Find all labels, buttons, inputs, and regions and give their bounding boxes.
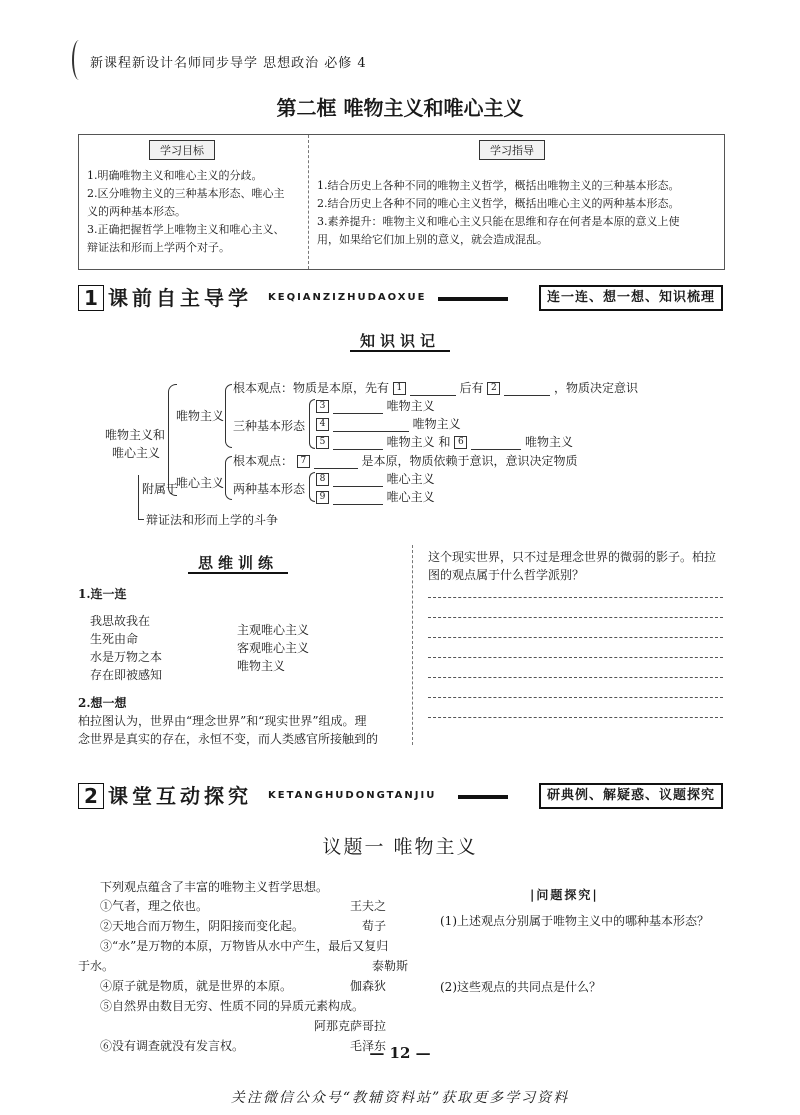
idealism-node: 唯心主义 bbox=[176, 476, 225, 490]
match-left-item[interactable]: 我思故我在 bbox=[90, 614, 151, 628]
answer-line[interactable] bbox=[428, 657, 723, 658]
explore-question-1: (1)上述观点分别属于唯物主义中的哪种基本形态？ bbox=[440, 914, 709, 928]
goal-item: 义的两种基本形态。 bbox=[87, 205, 186, 218]
materialism-node: 唯物主义 bbox=[176, 409, 225, 423]
answer-line[interactable] bbox=[428, 677, 723, 678]
diagram-root-2: 唯心主义 bbox=[112, 446, 161, 460]
training-heading bbox=[78, 552, 398, 573]
blank-4[interactable] bbox=[333, 431, 409, 432]
blank-5[interactable] bbox=[333, 449, 383, 450]
blank-number: 1 bbox=[393, 382, 406, 395]
explore-heading-text: 问题探究 bbox=[536, 888, 593, 902]
match-left-list bbox=[90, 612, 162, 684]
mat-form-3 bbox=[316, 433, 573, 450]
match-left-item[interactable]: 存在即被感知 bbox=[90, 668, 163, 682]
idealist-view-text: 是本原，物质依赖于意识，意识决定物质 bbox=[361, 454, 578, 468]
guide-item: 2.结合历史上各种不同的唯心主义哲学，概括出唯心主义的两种基本形态。 bbox=[317, 197, 680, 210]
q2-text bbox=[78, 712, 378, 748]
q2-text-line: 念世界是真实的存在，永恒不变，而人类感官所接触到的 bbox=[78, 732, 379, 746]
decides-text: ，物质决定意识 bbox=[554, 381, 639, 395]
quote-text: ④原子就是物质，就是世界的本原。 bbox=[100, 979, 293, 993]
section-1-subtitle: 连一连、想一想、知识梳理 bbox=[539, 285, 723, 311]
section-2-title: 课堂互动探究 bbox=[108, 784, 252, 808]
section-2-bar bbox=[78, 783, 723, 809]
q2-label: 2.想一想 bbox=[78, 696, 127, 710]
quote-text: ③“水”是万物的本原，万物皆从水中产生，最后又复归 bbox=[100, 939, 389, 953]
match-right-item[interactable]: 唯物主义 bbox=[237, 659, 286, 673]
knowledge-heading-text: 知识识记 bbox=[350, 332, 450, 352]
blank-7[interactable] bbox=[314, 468, 358, 469]
answer-line[interactable] bbox=[428, 637, 723, 638]
quote-item bbox=[100, 1016, 400, 1036]
quote-text: ②天地合而万物生，阴阳接而变化起。 bbox=[100, 919, 305, 933]
guide-item: 3.素养提升：唯物主义和唯心主义只能在思维和存在何者是本原的意义上使 bbox=[317, 215, 680, 228]
match-left-item[interactable]: 生死由命 bbox=[90, 632, 139, 646]
three-forms-bracket bbox=[309, 399, 315, 449]
quote-item bbox=[100, 976, 400, 996]
blank-number: 8 bbox=[316, 473, 329, 486]
attached-hook bbox=[138, 519, 144, 520]
quote-text: ⑥没有调查就没有发言权。 bbox=[100, 1039, 245, 1053]
mat-form-2 bbox=[316, 415, 461, 432]
q2-text-line: 柏拉图认为，世界由“理念世界”和“现实世界”组成。理 bbox=[78, 714, 367, 728]
q2-text-line: 这个现实世界，只不过是理念世界的微弱的影子。柏拉 bbox=[428, 550, 717, 564]
blank-number: 2 bbox=[487, 382, 500, 395]
basic-view-text: 根本观点： bbox=[233, 454, 294, 468]
blank-1[interactable] bbox=[410, 395, 456, 396]
q2-text-line: 图的观点属于什么哲学派别？ bbox=[428, 568, 585, 582]
materialism-bracket bbox=[225, 384, 232, 448]
quote-item bbox=[78, 956, 408, 976]
blank-3[interactable] bbox=[333, 413, 383, 414]
basic-view-text: 根本观点：物质是本原，先有 bbox=[233, 381, 390, 395]
quote-text: 于水。 bbox=[78, 959, 115, 973]
topic-title: 议题一 唯物主义 bbox=[322, 836, 478, 858]
training-heading-text: 思维训练 bbox=[188, 554, 288, 574]
quote-author: 阿那克萨哥拉 bbox=[313, 1019, 386, 1033]
mat-form-1 bbox=[316, 397, 435, 414]
match-left-item[interactable]: 水是万物之本 bbox=[90, 650, 163, 664]
running-header: 新课程新设计名师同步导学 思想政治 必修 4 bbox=[90, 56, 367, 71]
match-right-item[interactable]: 主观唯心主义 bbox=[237, 623, 310, 637]
section-2-rule bbox=[458, 795, 508, 799]
two-forms-label: 两种基本形态 bbox=[233, 482, 306, 496]
guide-item: 1.结合历史上各种不同的唯物主义哲学，概括出唯物主义的三种基本形态。 bbox=[317, 179, 680, 192]
blank-2[interactable] bbox=[504, 395, 550, 396]
column-divider bbox=[412, 545, 413, 745]
form-suffix: 唯物主义 bbox=[525, 435, 574, 449]
blank-number: 9 bbox=[316, 491, 329, 504]
answer-line[interactable] bbox=[428, 697, 723, 698]
explore-question-2: (2)这些观点的共同点是什么？ bbox=[440, 980, 601, 994]
page-title: 第二框 唯物主义和唯心主义 bbox=[276, 96, 524, 120]
section-1-pinyin: KEQIANZIZHUDAOXUE bbox=[268, 292, 427, 303]
form-suffix: 唯心主义 bbox=[386, 490, 435, 504]
section-1-title: 课前自主导学 bbox=[108, 286, 252, 310]
after-text: 后有 bbox=[459, 381, 484, 395]
quote-item bbox=[100, 916, 400, 936]
goal-item: 2.区分唯物主义的三种基本形态、唯心主 bbox=[87, 187, 285, 200]
quote-author: 王夫之 bbox=[349, 899, 386, 913]
goal-item: 辩证法和形而上学两个对子。 bbox=[87, 241, 230, 254]
answer-line[interactable] bbox=[428, 597, 723, 598]
goal-item: 3.正确把握哲学上唯物主义和唯心主义、 bbox=[87, 223, 285, 236]
ideal-form-2 bbox=[316, 488, 435, 505]
q1-label: 1.连一连 bbox=[78, 587, 127, 601]
dialectic-label: 辩证法和形而上学的斗争 bbox=[146, 513, 279, 527]
and-text: 和 bbox=[438, 435, 451, 449]
attached-line bbox=[138, 475, 139, 520]
learning-goals-tag: 学习目标 bbox=[149, 140, 215, 160]
q2-text-continued bbox=[428, 548, 716, 584]
form-suffix: 唯物主义 bbox=[386, 399, 435, 413]
quote-author: 毛泽东 bbox=[349, 1039, 386, 1053]
materialism-basic-view bbox=[233, 379, 638, 396]
form-suffix: 唯物主义 bbox=[386, 435, 435, 449]
guide-item: 用，如果给它们加上别的意义，就会造成混乱。 bbox=[317, 233, 548, 246]
ideal-form-1 bbox=[316, 470, 435, 487]
topic-intro: 下列观点蕴含了丰富的唯物主义哲学思想。 bbox=[100, 880, 329, 894]
learning-guide-tag: 学习指导 bbox=[479, 140, 545, 160]
match-right-list bbox=[237, 621, 309, 675]
section-2-pinyin: KETANGHUDONGTANJIU bbox=[268, 790, 437, 801]
knowledge-diagram bbox=[0, 0, 800, 540]
match-right-item[interactable]: 客观唯心主义 bbox=[237, 641, 310, 655]
quote-author: 伽森狄 bbox=[349, 979, 386, 993]
blank-number: 7 bbox=[297, 455, 310, 468]
blank-number: 5 bbox=[316, 436, 329, 449]
explore-heading: |问题探究| bbox=[530, 888, 599, 902]
quote-text: ①气者，理之依也。 bbox=[100, 899, 209, 913]
diagram-root: 唯物主义和 bbox=[105, 428, 166, 442]
idealism-bracket bbox=[225, 456, 232, 500]
blank-6[interactable] bbox=[471, 449, 521, 450]
blank-number: 4 bbox=[316, 418, 329, 431]
quote-author: 泰勒斯 bbox=[371, 959, 408, 973]
section-2-subtitle: 研典例、解疑惑、议题探究 bbox=[539, 783, 723, 809]
form-suffix: 唯物主义 bbox=[412, 417, 461, 431]
footer-note: 关注微信公众号“教辅资料站”获取更多学习资料 bbox=[230, 1090, 570, 1106]
goal-item: 1.明确唯物主义和唯心主义的分歧。 bbox=[87, 169, 263, 182]
quote-text: ⑤自然界由数目无穷、性质不同的异质元素构成。 bbox=[100, 999, 365, 1013]
three-forms-label: 三种基本形态 bbox=[233, 419, 306, 433]
blank-8[interactable] bbox=[333, 486, 383, 487]
page-number: — 12 — bbox=[369, 1044, 431, 1062]
section-1-number: 1 bbox=[78, 285, 104, 311]
quote-item bbox=[100, 996, 400, 1016]
quote-list bbox=[78, 896, 408, 1056]
quote-author: 荀子 bbox=[361, 919, 386, 933]
quote-item bbox=[100, 936, 400, 956]
blank-number: 3 bbox=[316, 400, 329, 413]
attached-label: 附属于 bbox=[142, 482, 179, 496]
form-suffix: 唯心主义 bbox=[386, 472, 435, 486]
answer-line[interactable] bbox=[428, 717, 723, 718]
blank-number: 6 bbox=[454, 436, 467, 449]
section-2-number: 2 bbox=[78, 783, 104, 809]
answer-line[interactable] bbox=[428, 617, 723, 618]
blank-9[interactable] bbox=[333, 504, 383, 505]
quote-item bbox=[100, 896, 400, 916]
two-forms-bracket bbox=[309, 472, 315, 502]
idealism-basic-view bbox=[233, 452, 578, 469]
